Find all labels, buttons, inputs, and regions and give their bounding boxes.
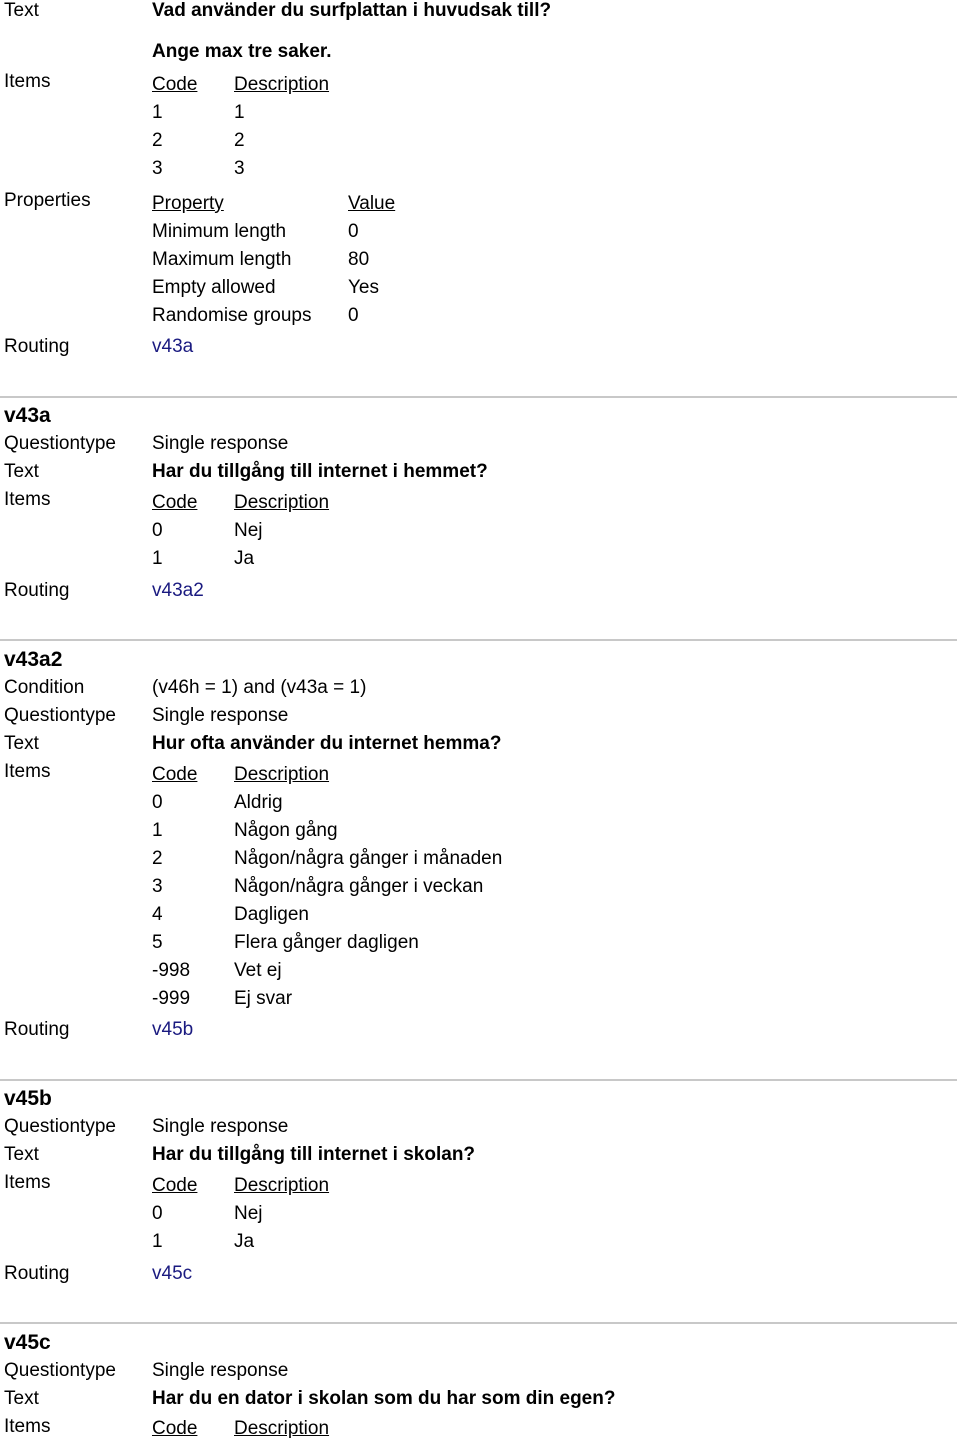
item-code: 1 (152, 102, 163, 123)
routing-link[interactable]: v45b (152, 1019, 194, 1040)
question-id-heading: v43a (4, 404, 51, 427)
questiontype-label: Questiontype (4, 433, 116, 454)
question-text: Vad använder du surfplattan i huvudsak till? (152, 0, 552, 21)
item-description: Vet ej (234, 960, 282, 981)
question-text: Har du en dator i skolan som du har som din egen? (152, 1388, 616, 1409)
items-label: Items (4, 1416, 51, 1437)
item-description: Nej (234, 1203, 263, 1224)
property-value: 80 (348, 249, 370, 270)
routing-link[interactable]: v43a (152, 336, 194, 357)
question-text-instruction: Ange max tre saker. (152, 41, 332, 62)
question-id-heading: v45b (4, 1087, 52, 1110)
section-divider (0, 1322, 957, 1324)
question-text: Har du tillgång till internet i hemmet? (152, 461, 488, 482)
item-description: Aldrig (234, 792, 283, 813)
questiontype-value: Single response (152, 433, 289, 454)
properties-label: Properties (4, 190, 91, 211)
description-header: Description (234, 764, 330, 785)
text-label: Text (4, 1388, 39, 1409)
item-code: -998 (152, 960, 191, 981)
question-id-heading: v43a2 (4, 648, 63, 671)
property-value: 0 (348, 221, 359, 242)
item-code: 1 (152, 548, 163, 569)
routing-link[interactable]: v45c (152, 1263, 193, 1284)
item-description: Dagligen (234, 904, 309, 925)
section-divider (0, 396, 957, 398)
property-value: Yes (348, 277, 379, 298)
property-value: 0 (348, 305, 359, 326)
section-divider (0, 639, 957, 641)
question-text: Hur ofta använder du internet hemma? (152, 733, 502, 754)
items-label: Items (4, 71, 51, 92)
item-code: 2 (152, 130, 163, 151)
item-code: 0 (152, 792, 163, 813)
item-description: Ja (234, 1231, 255, 1252)
section-divider (0, 1079, 957, 1081)
item-code: 4 (152, 904, 163, 925)
question-text: Har du tillgång till internet i skolan? (152, 1144, 476, 1165)
code-header: Code (152, 1175, 198, 1196)
item-code: 0 (152, 520, 163, 541)
questiontype-value: Single response (152, 1360, 289, 1381)
routing-label: Routing (4, 336, 70, 357)
item-description: Ja (234, 548, 255, 569)
item-code: 5 (152, 932, 163, 953)
property-name: Empty allowed (152, 277, 276, 298)
property-name: Minimum length (152, 221, 287, 242)
item-description: Någon/några gånger i månaden (234, 848, 503, 869)
item-code: 2 (152, 848, 163, 869)
property-name: Maximum length (152, 249, 292, 270)
question-id-heading: v45c (4, 1331, 51, 1354)
item-description: Någon/några gånger i veckan (234, 876, 484, 897)
text-label: Text (4, 0, 39, 21)
code-header: Code (152, 764, 198, 785)
property-name: Randomise groups (152, 305, 312, 326)
item-code: -999 (152, 988, 191, 1009)
routing-label: Routing (4, 1263, 70, 1284)
text-label: Text (4, 461, 39, 482)
routing-label: Routing (4, 580, 70, 601)
value-header: Value (348, 193, 396, 214)
items-label: Items (4, 761, 51, 782)
items-label: Items (4, 1172, 51, 1193)
item-description: Nej (234, 520, 263, 541)
description-header: Description (234, 1175, 330, 1196)
item-description: 3 (234, 158, 245, 179)
description-header: Description (234, 74, 330, 95)
questiontype-label: Questiontype (4, 1116, 116, 1137)
item-description: 1 (234, 102, 245, 123)
item-code: 3 (152, 158, 163, 179)
description-header: Description (234, 492, 330, 513)
item-code: 3 (152, 876, 163, 897)
description-header: Description (234, 1418, 330, 1439)
code-header: Code (152, 1418, 198, 1439)
item-code: 1 (152, 820, 163, 841)
questiontype-label: Questiontype (4, 705, 116, 726)
questiontype-label: Questiontype (4, 1360, 116, 1381)
text-label: Text (4, 733, 39, 754)
condition-label: Condition (4, 677, 85, 698)
item-description: Flera gånger dagligen (234, 932, 419, 953)
code-header: Code (152, 74, 198, 95)
item-code: 1 (152, 1231, 163, 1252)
item-description: 2 (234, 130, 245, 151)
questiontype-value: Single response (152, 705, 289, 726)
code-header: Code (152, 492, 198, 513)
text-label: Text (4, 1144, 39, 1165)
item-description: Någon gång (234, 820, 338, 841)
property-header: Property (152, 193, 224, 214)
item-description: Ej svar (234, 988, 293, 1009)
routing-label: Routing (4, 1019, 70, 1040)
questiontype-value: Single response (152, 1116, 289, 1137)
items-label: Items (4, 489, 51, 510)
condition-value: (v46h = 1) and (v43a = 1) (152, 677, 367, 698)
routing-link[interactable]: v43a2 (152, 580, 204, 601)
item-code: 0 (152, 1203, 163, 1224)
